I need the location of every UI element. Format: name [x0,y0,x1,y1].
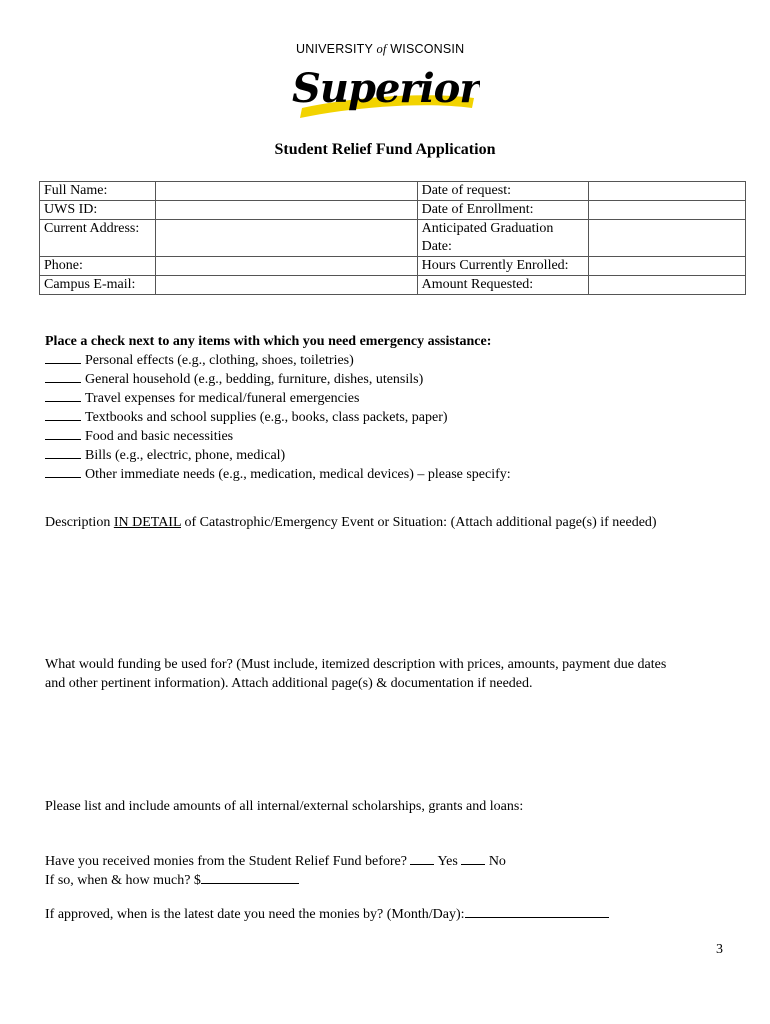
info-row [40,257,746,276]
info-left-label: Current Address: [40,220,156,257]
received-question-line [45,852,506,871]
superior-wordmark [288,58,480,122]
info-left-value[interactable] [156,220,417,257]
no-label: No [488,854,506,869]
info-right-label: Date of request: [417,182,589,201]
info-right-label: Date of Enrollment: [417,201,589,220]
check-blank[interactable] [45,446,81,459]
latest-date-blank[interactable] [465,905,609,918]
latest-date-prompt [45,905,609,924]
checklist-item [45,370,511,389]
info-row [40,201,746,220]
received-funds-section [45,852,506,890]
latest-date-text: If approved, when is the latest date you need the monies by? (Month/Day): [45,907,465,922]
university-logo [288,42,480,122]
description-prompt [45,513,657,532]
funding-line-2: and other pertinent information). Attach additional page(s) & documentation if needed. [45,676,533,691]
checklist-item [45,427,511,446]
info-right-label: Anticipated Graduation Date: [417,220,589,257]
yes-label: Yes [437,854,458,869]
info-left-value[interactable] [156,201,417,220]
info-left-label: Phone: [40,257,156,276]
checklist-item-label: Travel expenses for medical/funeral emergencies [85,391,360,406]
checklist-item-label: General household (e.g., bedding, furniture, dishes, utensils) [85,372,424,387]
info-row [40,182,746,201]
amount-blank[interactable] [201,871,299,884]
check-blank[interactable] [45,465,81,478]
description-prefix: Description [45,515,114,530]
checklist-item [45,351,511,370]
received-followup-line [45,871,506,890]
funding-prompt [45,655,666,693]
no-blank[interactable] [461,852,485,865]
received-question: Have you received monies from the Student Relief Fund before? [45,854,407,869]
assistance-checklist [45,351,511,484]
description-emphasis: IN DETAIL [113,515,181,530]
logo-university-word: UNIVERSITY [296,42,373,56]
info-left-value[interactable] [156,276,417,295]
logo-of-word: of [376,42,387,56]
page-number: 3 [716,942,723,957]
check-blank[interactable] [45,370,81,383]
check-blank[interactable] [45,351,81,364]
checklist-item-label: Personal effects (e.g., clothing, shoes, toiletries) [85,353,354,368]
info-right-value[interactable] [589,276,746,295]
info-right-value[interactable] [589,201,746,220]
info-right-value[interactable] [589,220,746,257]
checklist-heading: Place a check next to any items with which you need emergency assistance: [45,334,492,349]
info-row [40,276,746,295]
checklist-item-label: Textbooks and school supplies (e.g., books, class packets, paper) [85,410,448,425]
applicant-info-table [39,181,746,295]
info-left-label: Full Name: [40,182,156,201]
checklist-item-label: Bills (e.g., electric, phone, medical) [85,448,286,463]
check-blank[interactable] [45,427,81,440]
checklist-item [45,446,511,465]
info-right-value[interactable] [589,257,746,276]
info-left-value[interactable] [156,182,417,201]
checklist-item-label: Other immediate needs (e.g., medication, medical devices) – please specify: [85,467,511,482]
scholarships-prompt: Please list and include amounts of all internal/external scholarships, grants and loans: [45,799,524,814]
received-followup: If so, when & how much? $ [45,873,201,888]
page-title: Student Relief Fund Application [274,141,496,158]
info-left-value[interactable] [156,257,417,276]
funding-line-1: What would funding be used for? (Must include, itemized description with prices, amounts, payment due dates [45,657,667,672]
logo-wisconsin-word: WISCONSIN [390,42,465,56]
info-right-label: Amount Requested: [417,276,589,295]
info-left-label: UWS ID: [40,201,156,220]
info-left-label: Campus E-mail: [40,276,156,295]
info-right-value[interactable] [589,182,746,201]
logo-university-text [296,42,464,57]
checklist-item-label: Food and basic necessities [85,429,234,444]
info-right-label: Hours Currently Enrolled: [417,257,589,276]
check-blank[interactable] [45,408,81,421]
checklist-item [45,389,511,408]
info-row [40,220,746,257]
check-blank[interactable] [45,389,81,402]
superior-wordmark-text: Superior [292,65,480,112]
checklist-item [45,465,511,484]
yes-blank[interactable] [410,852,434,865]
description-suffix: of Catastrophic/Emergency Event or Situation: (Attach additional page(s) if needed) [181,515,657,530]
checklist-item [45,408,511,427]
